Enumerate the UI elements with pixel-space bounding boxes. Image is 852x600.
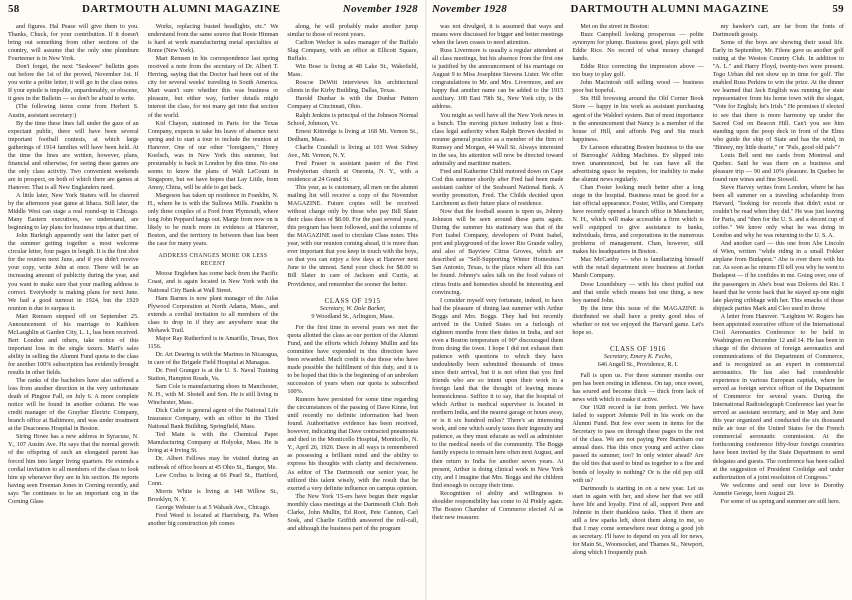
paragraph: and figures. Hal Pease will give them to you. Thanks, Chuck, for your contribution. If it doesn't bring out something from other sections of the country, will assume that the only sine plumbum Fourteener is in New York. — [8, 23, 139, 63]
paragraph: George Webster is at 5 Wabash Ave., Chicago. — [155, 503, 271, 511]
right-column-2-top — [572, 23, 703, 337]
paragraph: Fred and Katherine Child motored down on Cape Cod this summer shortly after Fred had been made assistant cashier of the Seaboard National Bank. A worthy promotion, Fred. The Childs decided upon Larchmont as their future place of residence. — [432, 167, 564, 208]
paragraph: Moose Englehen has come back from the Pacific Coast, and is again located in New York with the National City Bank at Wall Street. — [147, 270, 279, 294]
paragraph: Margeson has taken up residence in Franklin, N. H., where he is with the Sullowa Mills. Franklin is only three couples of a Ford from Plymouth, where long John Peppard hangs out. Marge from now on is likely to be much more in evidence at Hanover, Boston, and the territory in between than has been the case for many years. — [147, 191, 279, 248]
paragraph: Win Bose is living at 48 Lake St., Wakefield, Mass. — [287, 63, 419, 79]
paragraph: Ernest Kittredge is living at 168 Mt. Vernon St., Dedham, Mass. — [287, 127, 419, 143]
paragraph: Ralph Jenkins is principal of the Johnson Normal School, Johnson, Vt. — [287, 111, 419, 127]
paragraph: Ham Barnes is now plant manager of the Atlas Plywood Corporation at North Adams, Mass., and extends a cordial invitation to all members of the class to drop in if they are anywhere near the Mohawk Trail. — [147, 294, 279, 334]
paragraph: Stu Hill browsing around the Old Corner Book Store — happy in his work as assistant purchasing agent of the Waldorf system. But of most importance is the announcement that Nancy is a member of the house of Hill, and affords Peg and Stu much happiness. — [572, 95, 704, 143]
paragraph: The New York '15-ers have begun their regular monthly class meetings at the Dartmouth Club. Bob Clarke, John Mullin, Ed Root, Pete Cannon, Carl Sosk, and Charlie Griffith answered the roll-call, and although the business part of the program — [287, 492, 419, 532]
paragraph: Fred Fraser is assistant pastor of the First Presbyterian church at Oneonta, N. Y., with a residence at 24 Grand St. — [287, 159, 419, 183]
paragraph: Kid Chaysn, stationed in Paris for the Texas Company, expects to take his leave of absence next spring and to start a tour to include the reunion at Hanover. One of our other "foreigners," Henry Koelsch, was in New York this summer, but presumably is back in London by this time. No one seems to know the plans of Walt LeCount in Singapore, but we have hopes that Lay Little, from Amoy, China, will be able to get back. — [147, 119, 279, 191]
paragraph: my hawker's cart, are far from the fonts of Dartmouth gossip. — [712, 23, 844, 39]
paragraph: Harold Dunbar is with the Dunbar Pattern Company at Cincinnati, Ohio. — [287, 95, 419, 111]
paragraph: Louis Bell sent me cards from Montreal and Quebec. Said he was there on a business and pleasure trip — 90 and 10% pleasure. In Quebec he found rare wines and fine Stowell. — [712, 151, 844, 183]
paragraph: Rumors have persisted for some time regarding the circumstances of the passing of Dave Kinne, but until recently no definite information had been found. Authoritative evidence has been received, however, indicating that Dave contracted pneumonia and died in the Monticello Hospital, Monticello, N. Y., April 26, 1926. Dave in all ways is remembered as possessing a brilliant mind and the ability to express his thoughts with clarity and decisiveness. As editor of The Dartmouth our senior year, he utilized this talent wisely, with the result that he exerted a very definite influence on campus opinion. — [287, 396, 419, 492]
class-1915-title: CLASS OF 1915 — [324, 296, 381, 305]
class-1916-address: 646 Angell St., Providence, R. I. — [597, 360, 679, 368]
paragraph: Fred Weed is located at Harrisburg, Pa. When another big construction job comes — [147, 511, 279, 527]
paragraph: I consider myself very fortunate, indeed, to have had the pleasure of dining last summer with Arthur Boggs and Mrs. Boggs. They had but recently arrived in the United States on a furlough of eighteen months from their duties in India, and not even a Boston temperature of 90° discouraged them from doing the town. I hope I did not exhaust their patience with questions to which they have undoubtedly been submitted thousands of times since their arrival, but it is not often that you find friends who are so intent upon their work in a foreign land that the thought of leaving means homesickness. Suffice it to say, that the hospital of which Arthur is medical supervisor is located in northern India, and the nearest garage or hours away, or is it six hundred miles? There's an interesting work, and one which surely taxes their ingenuity and patience, as they must educate as well as administer to the medical needs of the community. The Boggs family expects to remain here often next August, and then return to India for another seven years. At present, Arthur is doing clinical work in New York city, and I imagine that Mrs. Boggs and the children find enough to occupy their time. — [432, 296, 564, 489]
class-1916-title: CLASS OF 1916 — [609, 344, 667, 353]
paragraph: You might as well have all the New York news in a bunch. The moving picture industry lost a first-class legal authority when Ralph Brown decided to resume general practice as a member of the firm of Rumsey and Morgan, 44 Wall St. Always interested in the sea, his attention will now be directed toward admiralty and maritime matters. — [432, 111, 564, 167]
class-1915-heading — [287, 297, 418, 321]
paragraph: For the first time in several years we met the quota allotted the class as our portion of the Alumni Fund, and the efforts which Johnny Mullin and his committee have expended in this direction have been rewarded. Much credit is due those who have made possible the fulfillment of this duty, and it is to be hoped that this is the beginning of an unbroken succession of years when our quota is subscribed 100%. — [287, 323, 419, 396]
paragraph: Sam Cole is manufacturing shoes in Manchester, N. H., with M. Shotell and Son. He is still living in Winchester, Mass. — [147, 383, 279, 407]
paragraph: Dr. Art Dearing is with the Marines in Nicaragua, in care of the Brigade Field Hospital at Managua. — [147, 350, 279, 366]
paragraph: By the time this issue of the MAGAZINE is distributed we shall have a pretty good idea of whether or not we enjoyed the Harvard game. Let's hope so. — [572, 304, 704, 336]
paragraph: Mac McCarthy — who is familiarizing himself with the retail department store business at Jordan Marsh Company. — [572, 256, 704, 280]
paragraph: For some of us spring and summer are still here. — [720, 497, 841, 505]
paragraph: Dooe Loundsbury — with his chest puffed out and that smile which means but one thing, a new boy named John. — [572, 280, 704, 304]
paragraph: Buzz Campbell looking prosperous — polite synonym for plump. Business good, plays golf with Eddie Rice. No record of what money changed hands. — [572, 31, 704, 63]
paragraph: Major Ray Rutherford is in Amarillo, Texas, Box 1156. — [147, 334, 279, 350]
paragraph: Russ Livermore is usually a regular attendant at all class meetings, but his absence from the first one is justified by the announcement of his marriage on August 9 to Miss Josephine Stevens Lister. We offer congratulations to Mr. and Mrs. Livermore, and are happy that another name can be added to the 1915 auxiliary. 100 East 79th St., New York city, is the address. — [432, 47, 564, 111]
paragraph: Some of the boys are showing their usual life. Early in September, Mr. Filene gave us another golf outing at the Weston Country Club. In addition to "A. L." and Harry Floyd, twenty-two were present. Togo Urban did not show up in time for golf. The enabled Russ Perkins to win the prize. At the dinner we learned that Jack English was running for state representative from his home town with the slogan, "Vote for English; he's Irish." He promises if elected to see that there is more harmony up under the Sacred Cod on Beacon Hill. Can't you see him standing upon the poop deck in front of the Elms who guide the ship of State and has the wind, in "Binney, my little dearie," or "Pals, good old pals"? — [712, 39, 844, 151]
left-issue-date: November 1928 — [342, 3, 418, 15]
paragraph: (The following items come from Herbert S. Austin, assistant secretary:) — [8, 103, 139, 119]
paragraph: Don't forget, the next "Seskwee" bulletin goes out before the 1st of the proved, November 1st. If you write a polite letter, it will go in the class notes. If your epistle is impolite, unpardonably, or obscene, it goes in the Bulletin — so don't be afraid to write. — [8, 63, 139, 103]
left-column-1 — [8, 23, 139, 599]
left-columns — [8, 23, 418, 599]
paragraph: John Burleigh apparently sent the latter part of the summer getting together a most welcome circular letter, four pages in length. It is the first shot for the reunion next June, and if you didn't receive your copy, write John at once. There will be an increasing amount of publicity during the year, and you want to make sure that your mailing address is correct. Everybody is making plans for next June. We had a good turnout in 1924, but the 1929 reunion is due to surpass it. — [8, 232, 139, 312]
paragraph: was not divulged, it is assumed that ways and means were discussed for bigger and better meetings when the lawn ceases to need attention. — [432, 23, 564, 47]
paragraph: Met on the street in Boston: — [580, 23, 650, 30]
left-column-3-bottom — [287, 324, 418, 533]
left-page-number: 58 — [8, 3, 20, 15]
paragraph: Dr. Albert Fellows may be visited during an outbreak of office hours at 45 Ohio St., Bangor, Me. — [147, 455, 279, 471]
paragraph: Roscoe DeWitt interviews his architectural clients in the Kirby Building, Dallas, Texas. — [287, 79, 419, 95]
paragraph: By the time these lines fall under the gaze of an expectant public, there will have been several important football contests, at which large gatherings of 1914 families will have been held. At the time the lines are written, however, plans, financial and otherwise, for seeing these games are the only class activity. Two convenient weekends are in prospect, on both of which there are games at Hanover. That is all New Englanders need. — [8, 119, 139, 191]
paragraph: The ranks of the bachelors have also suffered a loss from another direction in the very unfortunate death of Pingree Fall, on July 6. A more complete notice will be found in another column. He was credit manager of the Graybar Electric Company, branch office at Baltimore, and was under treatment at the Deaconess Hospital in Boston. — [8, 377, 139, 433]
right-page-header — [432, 3, 844, 23]
class-1915-secretary: Secretary, W. Dale Barker, — [319, 304, 386, 312]
paragraph: Mart Remsen stepped off on September 25. Announcement of his marriage to Kathleen McLaughlin at Garden City, L. I., has been received. Bert London and others, take notice of this important loss in the single taxers. Mart's sales ability in selling the Alumni Fund quota to the class for another 100% subscription has evidently brought results in other fields. — [8, 312, 139, 377]
paragraph: Carlton Wecker is sales manager of the Buffalo Slag Company, with an office at Ellicott Square, Buffalo. — [287, 39, 419, 63]
paragraph: String Howe has a new address in Syracuse, N. Y., 107 Austin Ave. He says that the normal growth of the offspring of such an elongated parent has forced him into larger living quarters. He extends a cordial invitation to all members of the class to look him up whenever they are in his section. He reports having seen Freeman Jones in Corning recently, and says "he continues to be an important cog in the Corning Glass — [8, 433, 139, 505]
right-magazine-title: DARTMOUTH ALUMNI MAGAZINE — [570, 3, 769, 15]
paragraph: Steve Harvey writes from London, where he has been all summer on a traveling scholarship from Harvard, "looking for records that didn't exist or couldn't be read when they did." He was just leaving for Paris, and "then for the U. S. and a decent cup of coffee." We know only what he was doing in London and why he was returning to the U. S. A. — [712, 183, 844, 240]
paragraph: John Macintosh still selling wood — business poor but hopeful. — [572, 79, 704, 95]
paragraph: Ted Main is with the Chemical Paper Manufacturing Company at Holyoke, Mass. He is living at 4 Irving St. — [147, 431, 279, 455]
left-column-2 — [148, 23, 279, 599]
paragraph: Eddie Rice correcting the impression above — too busy to play golf. — [572, 63, 704, 79]
class-1916-heading — [572, 345, 703, 369]
section-subheading: ADDRESS CHANGES MORE OR LESS RECENT — [158, 253, 268, 268]
left-column-3-top — [287, 23, 418, 289]
right-page-number: 59 — [832, 3, 844, 15]
right-page — [426, 0, 852, 600]
paragraph: Mart Remsen in his correspondence last spring received a note from the secretary of Dr. Albert T. Herring, saying that the Doctor had been out of the city for several weeks' traveling in South America. Mart wasn't sure whether this was business or pleasure, but either way, further details might interest the class, for not many get into that section of the world. — [147, 55, 279, 119]
paragraph: Dick Cutler is general agent of the National Life Insurance Company, with an office in the Third National Bank Building, Springfield, Mass. — [147, 407, 279, 431]
paragraph: A letter from Hanover. "Leighton W. Rogers has been appointed executive officer of the International Civil Aeronautics Conference to be held in Washington on December 12 and 14. He has been in charge of the division of foreign aeronautics and communications of the Department of Commerce, and is recognized as an expert in commercial aeronautics. He has also had considerable experience in various European capitals, where he served as foreign service officer of the Department of Commerce for several years. During the International Radiotelegraph Conference last year he served as assistant secretary, and in May and June this year organized and conducted the six thousand mile air tour of the United States for the French commercial aeronautic commission. At the forthcoming conference fifty-four foreign countries have been invited by the State Department to send delegates and guests. The conference has been called at the suggestion of President Coolidge and under authorization of a joint resolution of Congress." — [712, 312, 844, 481]
paragraph: This year, as is customary, all men on the alumni mailing list will receive a copy of the November MAGAZINE. Future copies will be received without charge only by those who pay Bill Slater their class dues of $8.00. For the past several years, this program has been followed, and the columns of the MAGAZINE used to circulate Class notes. This year, with our reunion coming ahead, it is more than ever important that you keep in touch with the boys, so that you can enjoy a few days at Hanover next June to the utmost. Send your check for $8.00 to Bill Slater in care of Jackson and Curtis, at Providence, and remember the sooner the better. — [287, 183, 419, 288]
paragraph: Works, replacing busted headlights, etc." We understand from the same source that Rosie Hinman is hard at work manufacturing metal specialties at Rome (New York). — [147, 23, 279, 55]
paragraph: A little later, New York Staters will be cheered by the afternoon year game at Ithaca. Still later, the Middle West can stage a real round-up in Chicago. Many Eastern executives, we understand, are beginning to lay plans for business trips at that time. — [8, 191, 139, 232]
class-1915-address: 9 Woodland St., Arlington, Mass. — [311, 312, 394, 320]
paragraph: Now that the football season is upon us, Johnny Johnson will be seen around these parts again. During the summer his stationary was that of the Fort Isabel Company, developers of Point Isabel, port and playground of the lower Rio Grande valley, and also of Bayview Citrus Groves, which are described as "Self-Supporting Winter Homesites." San Antonio, Texas, is the place where all this can be found. Johnny's sales talk on the food values of citrus fruits and homesites should be interesting and convincing. — [432, 208, 564, 296]
right-column-2-bottom — [572, 372, 703, 557]
paragraph: And another card — this one from Abe Lincoln of Wien, written "while riding in a small Fokker airplane from Budapest." Abe is over there with his car. As soon as he returns I'll tell you why he went to Budapest — if he confides in me. Going over, one of the passengers in Abe's boat was Dolores del Rio. I heard that he wrote back that he stayed up one night late playing cribbage with her. This smacks of those shipjack parties Mark and Cleo used to throw. — [712, 240, 844, 312]
class-1916-secretary: Secretary, Emery K. Fecho, — [603, 352, 673, 360]
paragraph: Morris White is living at 148 Willow St., Brooklyn, N. Y. — [147, 487, 279, 503]
left-magazine-title: DARTMOUTH ALUMNI MAGAZINE — [82, 3, 281, 15]
left-column-3 — [287, 23, 418, 599]
paragraph: Recognition of ability and willingness to shoulder responsibility has come to Al Pinkly again. The Boston Chamber of Commerce elected Al as their new treasurer. — [432, 489, 564, 521]
left-page-header — [8, 3, 418, 23]
paragraph: Our 1928 record is far from perfect. We have failed to support Johnnie Pell in his work on the Alumni Fund. But few ever seem in items for the Secretary to pass on through these pages to the rest of the class. We are not paying Pere Burnham our annual dues. Has this once young and active class passed its summer, too? In only winter ahead? Are the old ties that used to bind us together to a fire and bonds of loyalty to nothing? Or is the old pep still with us? — [572, 404, 704, 484]
right-column-3 — [713, 23, 844, 599]
paragraph: We welcome and send our love to Dorothy Annette George, born August 29. — [712, 481, 844, 497]
right-column-1 — [432, 23, 563, 599]
paragraph: Ev Larsson educating Boston business to the use of Burroughs' Adding Machines. Ev slipped into town unannounced, but he can have all the advertising space he requires, for inability to make the alumni news regularly. — [572, 143, 704, 183]
paragraph: Chan Foster looking much better after a long siege in the hospital. Business must be good for a fair official appearance. Foster, Willis, and Company have recently opened a branch office in Manchester, N. H., which will make accessible a firm which is well equipped to give assistance to banks, individuals, firms, and corporations in the numerous problems of management. Chan, however, still makes his headquarters in Boston. — [572, 183, 704, 256]
right-column-2 — [572, 23, 703, 599]
paragraph: Fall is upon us. For three summer months our pen has been resting in idleness. On tap, once sweet, has soured and become thick — thick from lack of news with which to make it active. — [572, 371, 704, 404]
paragraph: along, he will probably make another jump similar to those of recent years. — [287, 23, 419, 39]
paragraph: Dartmouth is starting in on a new year. Let us start in again with her, and show her that we still have life and loyalty. First of all, support Pere and Johnnie in their thankless tasks. Then if there are still a few sparks left, shoot them along to me, so that I may come somewhere near doing a good job as secretary. I'll have to depend on you all for news, for Main St., Woonsocket, and Thames St., Newport, along which I frequently push — [572, 484, 704, 556]
paragraph: Lew Corliss is living at 66 Pearl St., Hartford, Conn. — [147, 471, 279, 487]
right-columns — [432, 23, 844, 599]
right-issue-date: November 1928 — [432, 3, 508, 15]
paragraph: Charlie Crandall is living at 103 West Sidney Ave., Mt. Vernon, N. Y. — [287, 143, 419, 159]
paragraph: Dr. Fred Granger is at the U. S. Naval Training Station, Hampton Roads, Va. — [147, 366, 279, 383]
